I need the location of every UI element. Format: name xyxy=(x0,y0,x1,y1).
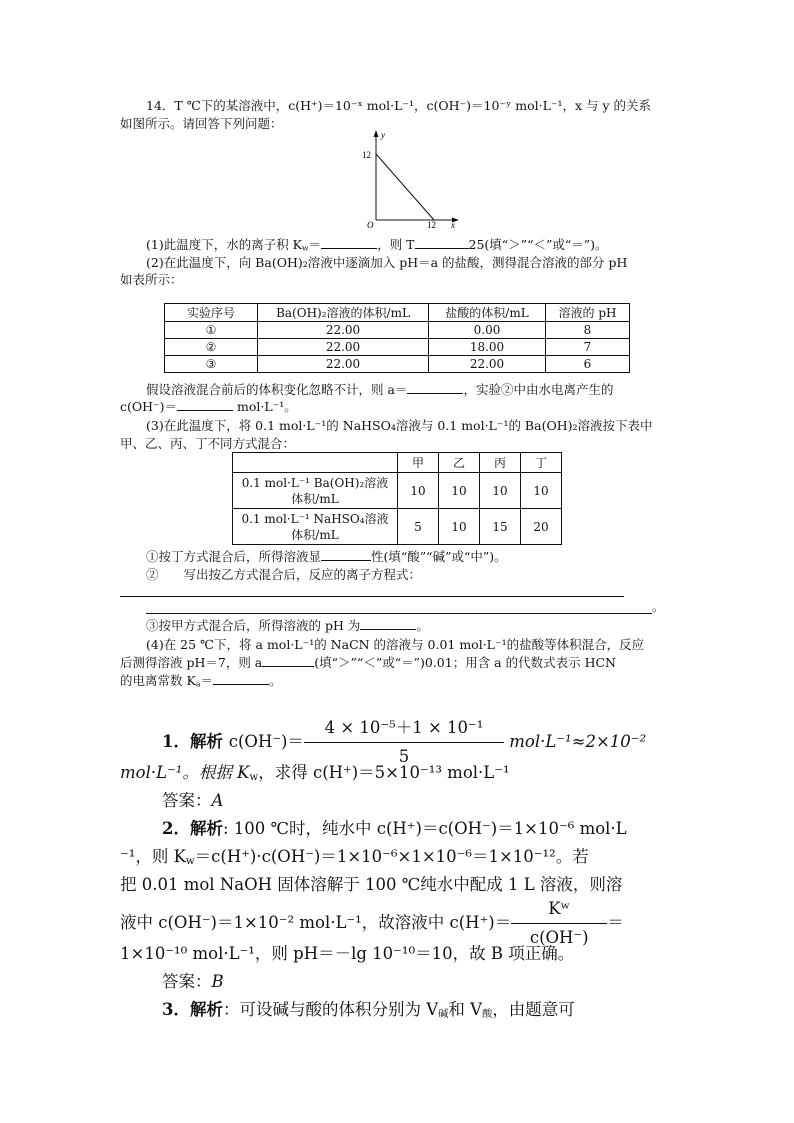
q14-part3-line2: 甲、乙、丙、丁不同方式混合： xyxy=(120,436,296,451)
table1-cell: ① xyxy=(165,322,258,339)
table1-cell: 8 xyxy=(546,322,630,339)
q14-part2-after2: c(OH⁻)＝ mol·L⁻¹。 xyxy=(120,399,297,414)
table1-cell: 22.00 xyxy=(429,356,546,373)
table2-row-label: 0.1 mol·L⁻¹ NaHSO₄溶液体积/mL xyxy=(233,509,398,545)
q14-part1: (1)此温度下，水的离子积 $K_w=$ ，则 T 25(填“＞”“＜”或“＝”)。 xyxy=(146,237,608,253)
table2-header: 甲 xyxy=(398,453,439,473)
table2-row-label: 0.1 mol·L⁻¹ Ba(OH)₂溶液体积/mL xyxy=(233,473,398,509)
x-tick-label: 12 xyxy=(427,220,436,228)
table2-cell: 10 xyxy=(439,509,480,545)
q14-stem-line1: 14．T ℃下的某溶液中，c(H⁺)＝10⁻ˣ mol·L⁻¹，c(OH⁻)＝10⁻ʸ mol·L⁻¹，x 与 y 的关系 xyxy=(146,98,652,113)
solution-2-fraction: $\frac{\text{Kʷ}}{c(OH^-)}$ xyxy=(511,895,607,952)
ph-table xyxy=(164,303,630,373)
table2-cell: 10 xyxy=(480,473,521,509)
x-axis-label: x xyxy=(451,220,455,228)
q14-part2-line1: (2)在此温度下，向 Ba(OH)₂溶液中逐滴加入 pH＝a 的盐酸，测得混合溶液的部分 pH xyxy=(146,255,628,270)
ph-value-blank[interactable] xyxy=(360,617,416,630)
kw-blank[interactable] xyxy=(321,236,377,249)
y-axis-label: y xyxy=(381,130,385,140)
solution-nature-blank[interactable] xyxy=(321,548,371,561)
table1-cell: ② xyxy=(165,339,258,356)
solution-1-line1: 1．解析 c(OH⁻)＝ $\frac{\text{4 × 10⁻⁵＋1 × 10⁻¹}}{5}$ mol·L⁻¹≈2×10⁻² xyxy=(120,714,672,758)
mixing-table xyxy=(232,452,562,545)
table2-header: 丙 xyxy=(480,453,521,473)
table1-header: 溶液的 pH xyxy=(546,304,630,322)
table1-cell: 22.00 xyxy=(258,339,429,356)
ka-blank[interactable] xyxy=(213,672,269,685)
table1-cell: 22.00 xyxy=(258,356,429,373)
solution-1-line2: mol·L⁻¹。根据 $K_w$，求得 c(H⁺)＝5×10⁻¹³ mol·L⁻¹ xyxy=(120,763,510,784)
table1-header: 实验序号 xyxy=(165,304,258,322)
temperature-compare-blank[interactable] xyxy=(415,236,469,249)
y-axis-arrow xyxy=(374,130,379,137)
solution-2-line1: 2．解析: 100 ℃时，纯水中 c(H⁺)＝c(OH⁻)＝1×10⁻⁶ mol·L xyxy=(162,819,627,838)
q14-part4-line3: 的电离常数 $K_a=$ 。 xyxy=(120,673,282,689)
q14-part2-after1: 假设溶液混合前后的体积变化忽略不计，则 a＝ ，实验②中由水电离产生的 xyxy=(146,382,614,397)
solution-2-answer: 答案：B xyxy=(162,972,224,991)
table1-cell: 7 xyxy=(546,339,630,356)
table2-cell: 10 xyxy=(439,473,480,509)
solution-2-line2: ⁻¹，则 $K_w=c(H^+)\cdot c(OH^-)=1\times 10^{-6}\times 1\times 10^{-6}=1\times 10^{-12}$。若 xyxy=(120,847,589,868)
q14-part3-a: ①按丁方式混合后，所得溶液显 性(填“酸”“碱”或“中”)。 xyxy=(146,549,507,564)
solution-2-line5: 1×10⁻¹⁰ mol·L⁻¹，则 pH＝－lg 10⁻¹⁰＝10，故 B 项正确。 xyxy=(120,944,575,963)
q14-part3-b-end: 。 xyxy=(652,599,665,614)
q14-stem-line2: 如图所示。请回答下列问题： xyxy=(120,116,283,131)
table2-header: 丁 xyxy=(521,453,562,473)
y-tick-label: 12 xyxy=(362,150,371,160)
q14-part4-line2: 后测得溶液 pH＝7，则 a (填“＞”“＜”或“＝”)0.01；用含 a 的代数式表示 HCN xyxy=(120,655,616,670)
table1-cell: 0.00 xyxy=(429,322,546,339)
relation-line xyxy=(376,154,434,220)
a-compare-blank[interactable] xyxy=(262,654,314,667)
xy-relation-graph xyxy=(360,128,470,228)
q14-part2-line2: 如表所示： xyxy=(120,272,183,287)
table1-cell: 6 xyxy=(546,356,630,373)
q14-part3-b: ② 写出按乙方式混合后，反应的离子方程式： xyxy=(146,567,422,582)
solution-2-line3: 把 0.01 mol NaOH 固体溶解于 100 ℃纯水中配成 1 L 溶液，则溶 xyxy=(120,875,623,894)
table2-header: 乙 xyxy=(439,453,480,473)
table2-cell: 10 xyxy=(398,473,439,509)
table2-cell: 10 xyxy=(521,473,562,509)
table2-cell: 20 xyxy=(521,509,562,545)
q14-part3-line1: (3)在此温度下，将 0.1 mol·L⁻¹的 NaHSO₄溶液与 0.1 mol·L⁻¹的 Ba(OH)₂溶液按下表中 xyxy=(146,418,653,433)
solution-1-fraction: $\frac{\text{4 × 10⁻⁵＋1 × 10⁻¹}}{5}$ xyxy=(304,714,504,771)
table2-header xyxy=(233,453,398,473)
table1-cell: ③ xyxy=(165,356,258,373)
solution-1-answer: 答案：A xyxy=(162,791,224,810)
a-value-blank[interactable] xyxy=(407,381,463,394)
q14-part4-line1: (4)在 25 ℃下，将 a mol·L⁻¹的 NaCN 的溶液与 0.01 mol·L⁻¹的盐酸等体积混合，反应 xyxy=(146,637,645,652)
table2-cell: 5 xyxy=(398,509,439,545)
q14-part3-c: ③按甲方式混合后，所得溶液的 pH 为 。 xyxy=(146,618,429,633)
table1-header: 盐酸的体积/mL xyxy=(429,304,546,322)
ionic-equation-blank-line2[interactable] xyxy=(146,613,652,614)
oh-concentration-blank[interactable] xyxy=(177,398,233,411)
solution-3-line1: 3．解析：可设碱与酸的体积分别为 $V_碱$和 $V_酸$，由题意可 xyxy=(162,1000,575,1021)
table2-cell: 15 xyxy=(480,509,521,545)
origin-label: O xyxy=(367,220,374,228)
solution-2-line4: 液中 c(OH⁻)＝1×10⁻² mol·L⁻¹，故溶液中 c(H⁺)＝ $\frac{\text{Kʷ}}{c(OH^-)}$ ＝ xyxy=(120,895,672,939)
table1-header: Ba(OH)₂溶液的体积/mL xyxy=(258,304,429,322)
ionic-equation-blank-line1[interactable] xyxy=(120,596,624,597)
table1-cell: 22.00 xyxy=(258,322,429,339)
table1-cell: 18.00 xyxy=(429,339,546,356)
